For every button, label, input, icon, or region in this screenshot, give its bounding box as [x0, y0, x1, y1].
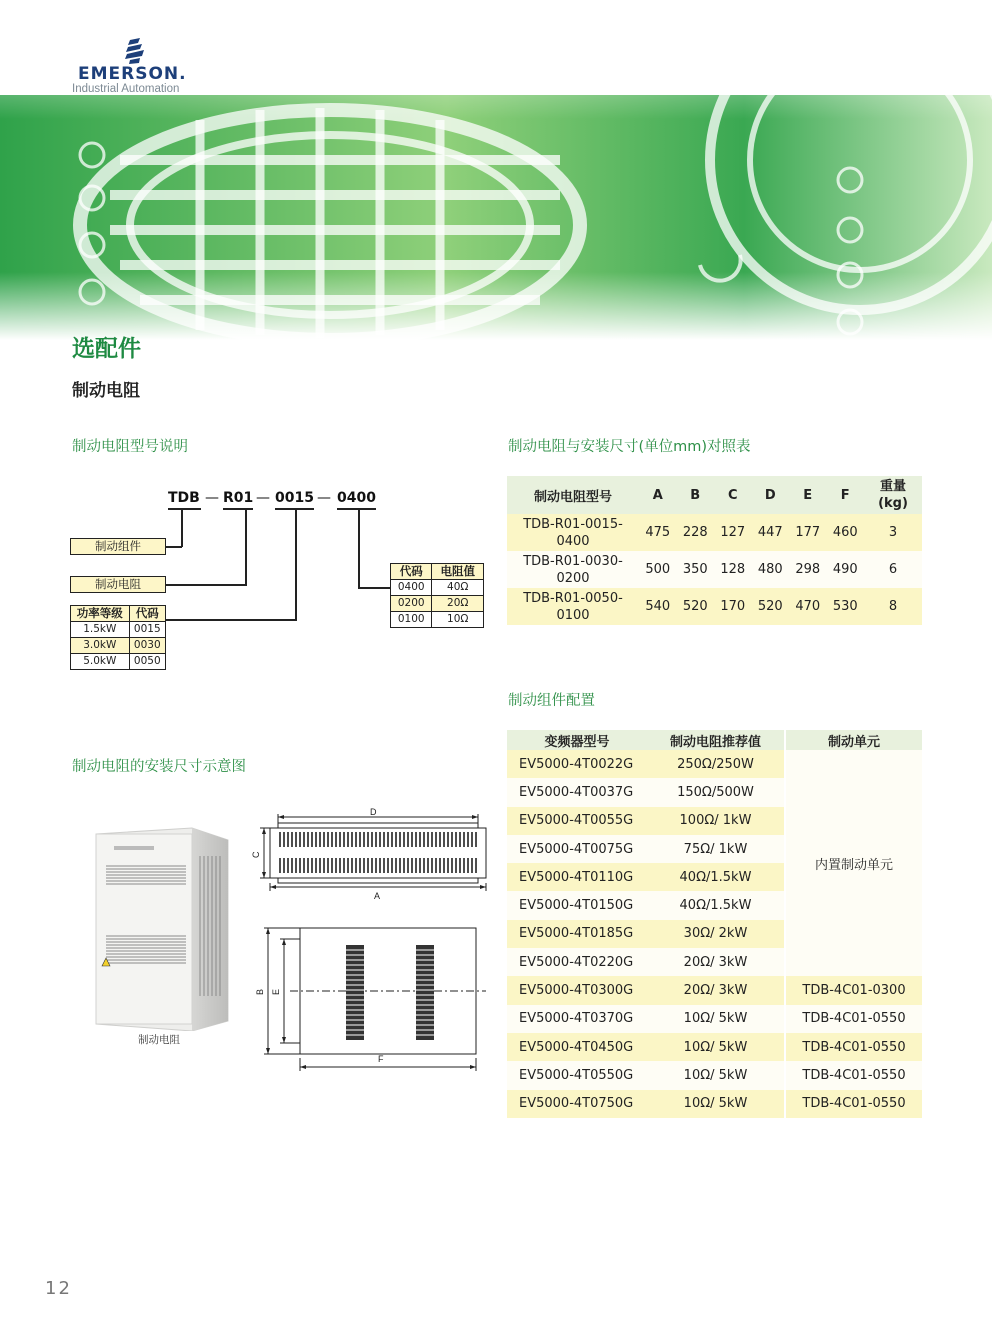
connector-1v	[181, 508, 183, 547]
col-header-b: B	[677, 476, 715, 514]
res-header-code: 代码	[391, 564, 432, 580]
table-cell: 530	[827, 588, 865, 625]
table-cell: EV5000-4T0300G	[507, 976, 647, 1004]
table-cell: 470	[789, 588, 827, 625]
col-header-inverter: 变频器型号	[507, 730, 647, 750]
col-header-c: C	[714, 476, 752, 514]
table-cell: 490	[827, 551, 865, 588]
col-header-d: D	[752, 476, 790, 514]
table-cell: TDB-R01-0015-0400	[507, 514, 639, 551]
underline-4	[337, 508, 376, 510]
table-cell: 298	[789, 551, 827, 588]
table-cell: 447	[752, 514, 790, 551]
connector-2v	[245, 508, 247, 585]
table-cell: 20Ω	[432, 596, 484, 612]
section-model-desc: 制动电阻型号说明	[72, 439, 188, 455]
table-cell: TDB-R01-0030-0200	[507, 551, 639, 588]
res-header-value: 电阻值	[432, 564, 484, 580]
table-cell: 0030	[129, 638, 165, 654]
table-cell: 10Ω/ 5kW	[647, 1090, 785, 1118]
photo-caption: 制动电阻	[138, 1034, 180, 1046]
table-cell: 520	[677, 588, 715, 625]
label-component: 制动组件	[70, 538, 166, 555]
header-banner	[0, 0, 992, 340]
table-row	[507, 1061, 922, 1089]
table-cell: 3	[864, 514, 922, 551]
label-resistor: 制动电阻	[70, 576, 166, 593]
table-cell: 128	[714, 551, 752, 588]
config-table	[507, 730, 922, 1118]
table-cell: EV5000-4T0185G	[507, 920, 647, 948]
table-cell: 250Ω/250W	[647, 750, 785, 778]
table-cell: 1.5kW	[71, 622, 130, 638]
dim-label-a: A	[374, 891, 381, 901]
table-cell: 5.0kW	[71, 654, 130, 670]
table-cell: EV5000-4T0550G	[507, 1061, 647, 1089]
table-cell: 10Ω/ 5kW	[647, 1061, 785, 1089]
dim-label-d: D	[370, 807, 377, 817]
code-part-3: 0015	[275, 490, 314, 506]
table-cell: TDB-4C01-0550	[785, 1005, 922, 1033]
table-cell: 150Ω/500W	[647, 778, 785, 806]
power-level-table	[70, 605, 166, 670]
connector-4v	[358, 508, 360, 588]
table-cell: 170	[714, 588, 752, 625]
connector-4h	[358, 587, 390, 589]
table-cell: EV5000-4T0075G	[507, 835, 647, 863]
resistance-code-table	[390, 563, 484, 628]
table-cell: 228	[677, 514, 715, 551]
table-cell: TDB-R01-0050-0100	[507, 588, 639, 625]
table-cell: 30Ω/ 2kW	[647, 920, 785, 948]
dim-label-c: C	[251, 851, 261, 858]
section-install: 制动电阻的安装尺寸示意图	[72, 759, 246, 775]
underline-1	[168, 508, 201, 510]
page-subtitle: 制动电阻	[72, 381, 140, 401]
table-cell: 0200	[391, 596, 432, 612]
table-cell: 460	[827, 514, 865, 551]
table-cell: 0400	[391, 580, 432, 596]
code-part-4: 0400	[337, 490, 376, 506]
table-cell: 0015	[129, 622, 165, 638]
table-row	[507, 1090, 922, 1118]
col-header-f: F	[827, 476, 865, 514]
connector-2h	[166, 584, 247, 586]
table-cell: 10Ω/ 5kW	[647, 1033, 785, 1061]
table-cell: EV5000-4T0220G	[507, 948, 647, 976]
dimension-table	[507, 476, 922, 625]
table-cell: 6	[864, 551, 922, 588]
table-cell: 40Ω/1.5kW	[647, 891, 785, 919]
code-sep-1: —	[205, 490, 219, 506]
code-part-1: TDB	[168, 490, 200, 506]
dim-label-f: F	[378, 1054, 384, 1064]
resistor-photo	[88, 826, 230, 1031]
table-row	[507, 588, 922, 625]
table-cell: TDB-4C01-0550	[785, 1033, 922, 1061]
table-row	[507, 514, 922, 551]
table-cell: 20Ω/ 3kW	[647, 976, 785, 1004]
dim-label-b: B	[255, 988, 265, 995]
code-sep-3: —	[317, 490, 331, 506]
brand-name: EMERSON.	[78, 64, 187, 84]
table-cell: 475	[639, 514, 677, 551]
table-cell: TDB-4C01-0550	[785, 1061, 922, 1089]
col-header-resistor: 制动电阻推荐值	[647, 730, 785, 750]
code-part-2: R01	[223, 490, 254, 506]
underline-2	[223, 508, 253, 510]
section-dim-table: 制动电阻与安装尺寸(单位mm)对照表	[508, 439, 751, 455]
builtin-unit-cell: 内置制动单元	[785, 750, 922, 976]
table-cell: EV5000-4T0110G	[507, 863, 647, 891]
table-cell: 100Ω/ 1kW	[647, 807, 785, 835]
section-config: 制动组件配置	[508, 693, 595, 709]
dimension-drawing	[250, 805, 490, 1080]
table-cell: 177	[789, 514, 827, 551]
table-cell: TDB-4C01-0550	[785, 1090, 922, 1118]
table-cell: 350	[677, 551, 715, 588]
table-cell: 0100	[391, 612, 432, 628]
table-row	[507, 551, 922, 588]
table-cell: 40Ω/1.5kW	[647, 863, 785, 891]
col-header-model: 制动电阻型号	[507, 476, 639, 514]
table-cell: 75Ω/ 1kW	[647, 835, 785, 863]
table-cell: 10Ω/ 5kW	[647, 1005, 785, 1033]
table-cell: EV5000-4T0370G	[507, 1005, 647, 1033]
col-header-weight: 重量 (kg)	[864, 476, 922, 514]
brand-subtitle: Industrial Automation	[72, 83, 180, 95]
table-cell: EV5000-4T0022G	[507, 750, 647, 778]
table-row	[507, 1005, 922, 1033]
table-row	[507, 976, 922, 1004]
table-cell: 8	[864, 588, 922, 625]
table-cell: 0050	[129, 654, 165, 670]
col-header-a: A	[639, 476, 677, 514]
col-header-unit: 制动单元	[785, 730, 922, 750]
code-sep-2: —	[256, 490, 270, 506]
table-cell: EV5000-4T0150G	[507, 891, 647, 919]
table-row	[507, 750, 922, 778]
table-cell: 20Ω/ 3kW	[647, 948, 785, 976]
col-header-e: E	[789, 476, 827, 514]
table-cell: 540	[639, 588, 677, 625]
table-cell: 500	[639, 551, 677, 588]
emerson-logo-icon	[120, 38, 148, 64]
power-header-level: 功率等级	[71, 606, 130, 622]
table-cell: EV5000-4T0055G	[507, 807, 647, 835]
table-cell: 480	[752, 551, 790, 588]
page-title: 选配件	[72, 336, 141, 362]
table-cell: 10Ω	[432, 612, 484, 628]
power-header-code: 代码	[129, 606, 165, 622]
banner-graphic	[0, 0, 992, 340]
page-number: 12	[45, 1278, 72, 1299]
table-cell: EV5000-4T0750G	[507, 1090, 647, 1118]
table-cell: TDB-4C01-0300	[785, 976, 922, 1004]
table-row	[507, 1033, 922, 1061]
table-cell: EV5000-4T0037G	[507, 778, 647, 806]
connector-1h	[166, 546, 182, 548]
table-cell: 40Ω	[432, 580, 484, 596]
table-cell: 127	[714, 514, 752, 551]
table-cell: 3.0kW	[71, 638, 130, 654]
dim-label-e: E	[271, 988, 281, 995]
table-cell: 520	[752, 588, 790, 625]
connector-3v	[295, 508, 297, 620]
connector-3h	[166, 619, 297, 621]
table-cell: EV5000-4T0450G	[507, 1033, 647, 1061]
